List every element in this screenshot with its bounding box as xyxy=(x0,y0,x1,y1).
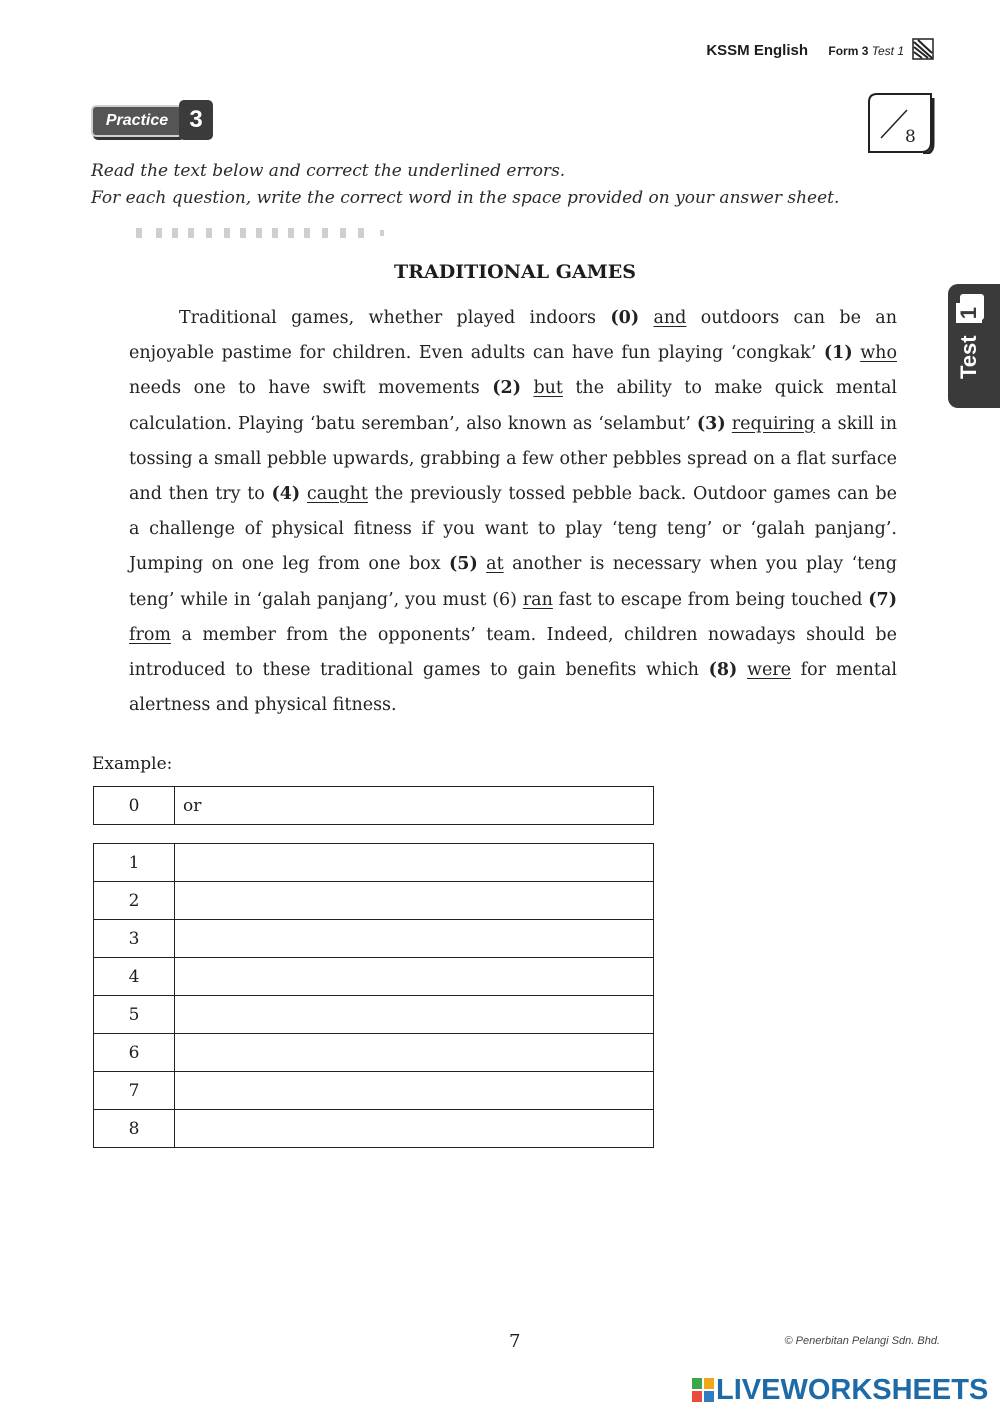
practice-number: 3 xyxy=(179,100,213,140)
answer-input[interactable] xyxy=(175,958,654,996)
passage-text: the previously tossed pebble back. Outdoor games can be a challenge of physical fitness if you want to play ‘teng teng’ or ‘galah panjang’. Jumping on one leg from one box xyxy=(129,484,897,575)
underlined-error: were xyxy=(746,660,792,681)
underlined-error: requiring xyxy=(731,413,815,434)
answer-number: 7 xyxy=(94,1072,175,1110)
answer-input[interactable] xyxy=(175,882,654,920)
header-subject: KSSM English xyxy=(706,42,808,59)
table-row xyxy=(94,920,654,958)
passage-text: the ability to make quick mental calculation. Playing ‘batu seremban’, also known as ‘selambut’ xyxy=(129,378,897,434)
passage-body xyxy=(129,301,897,723)
passage-text xyxy=(478,554,486,574)
score-max: 8 xyxy=(905,127,916,147)
faint-decoration xyxy=(126,226,416,240)
table-row xyxy=(94,882,654,920)
passage-paragraph xyxy=(129,301,897,723)
header-form-test: Form 3 Test 1 xyxy=(828,44,904,58)
underlined-error: who xyxy=(860,343,897,364)
copyright: © Penerbitan Pelangi Sdn. Bhd. xyxy=(784,1335,940,1347)
passage-text: outdoors can be an enjoyable pastime for children. Even adults can have fun playing ‘congkak’ xyxy=(129,308,897,364)
answer-number: 3 xyxy=(94,920,175,958)
table-row xyxy=(94,787,654,825)
score-box xyxy=(867,92,935,154)
question-number: (3) xyxy=(696,413,726,434)
passage-text: a member from the opponents’ team. Indeed, children nowadays should be introduced to these traditional games to gain benefits which xyxy=(129,624,897,681)
passage-text: fast to escape from being touched xyxy=(552,589,869,610)
question-number: (1) xyxy=(823,343,853,364)
underlined-error: and xyxy=(653,308,687,328)
answer-number: 1 xyxy=(94,844,175,882)
answer-table xyxy=(93,843,654,1148)
question-number: (2) xyxy=(492,378,521,399)
question-number: (0) xyxy=(610,308,640,328)
passage-text xyxy=(521,378,533,398)
question-number: (8) xyxy=(708,660,738,681)
page-number: 7 xyxy=(509,1331,521,1352)
table-row xyxy=(94,958,654,996)
underlined-error: at xyxy=(486,554,504,575)
book-icon xyxy=(912,38,934,60)
liveworksheets-logo-icon xyxy=(692,1378,714,1402)
passage-text xyxy=(300,484,307,504)
instruction-line-1: Read the text below and correct the underlined errors. xyxy=(91,161,566,181)
answer-input[interactable] xyxy=(175,996,654,1034)
answer-input[interactable] xyxy=(175,844,654,882)
passage-title: TRADITIONAL GAMES xyxy=(394,261,636,283)
passage-text: another is necessary when you play ‘teng teng’ while in ‘galah panjang’, you must (6) xyxy=(129,554,897,610)
answer-input[interactable] xyxy=(175,1072,654,1110)
example-label: Example: xyxy=(92,754,173,774)
instruction-line-2: For each question, write the correct word in the space provided on your answer sheet. xyxy=(91,188,840,208)
underlined-error: from xyxy=(129,624,171,645)
practice-label: Practice xyxy=(91,105,183,137)
table-row xyxy=(94,1110,654,1148)
passage-text: needs one to have swift movements xyxy=(129,378,493,399)
answer-input[interactable] xyxy=(175,1110,654,1148)
example-answer: or xyxy=(175,787,654,825)
underlined-error: ran xyxy=(522,589,553,610)
passage-text: for mental alertness and physical fitness. xyxy=(129,660,897,716)
side-tab-label: Test 1 xyxy=(956,303,982,379)
answer-input[interactable] xyxy=(175,1034,654,1072)
passage-text xyxy=(639,308,653,328)
brand-text[interactable]: LIVEWORKSHEETS xyxy=(716,1374,989,1406)
table-row xyxy=(94,1034,654,1072)
passage-text xyxy=(737,660,747,680)
example-number: 0 xyxy=(94,787,175,825)
answer-number: 4 xyxy=(94,958,175,996)
test-side-tab xyxy=(948,284,1000,408)
answer-number: 8 xyxy=(94,1110,175,1148)
question-number: (7) xyxy=(868,589,897,610)
table-row xyxy=(94,1072,654,1110)
answer-number: 6 xyxy=(94,1034,175,1072)
table-row xyxy=(94,996,654,1034)
table-row xyxy=(94,844,654,882)
answer-number: 2 xyxy=(94,882,175,920)
passage-text: Traditional games, whether played indoors xyxy=(179,308,611,328)
passage-text: a skill in tossing a small pebble upwards, grabbing a few other pebbles spread on a flat surface and then try to xyxy=(129,413,897,505)
underlined-error: but xyxy=(533,378,563,399)
question-number: (5) xyxy=(448,554,478,575)
answer-input[interactable] xyxy=(175,920,654,958)
practice-badge xyxy=(91,100,219,142)
example-table xyxy=(93,786,654,825)
answer-number: 5 xyxy=(94,996,175,1034)
underlined-error: caught xyxy=(306,484,368,505)
question-number: (4) xyxy=(271,484,301,505)
